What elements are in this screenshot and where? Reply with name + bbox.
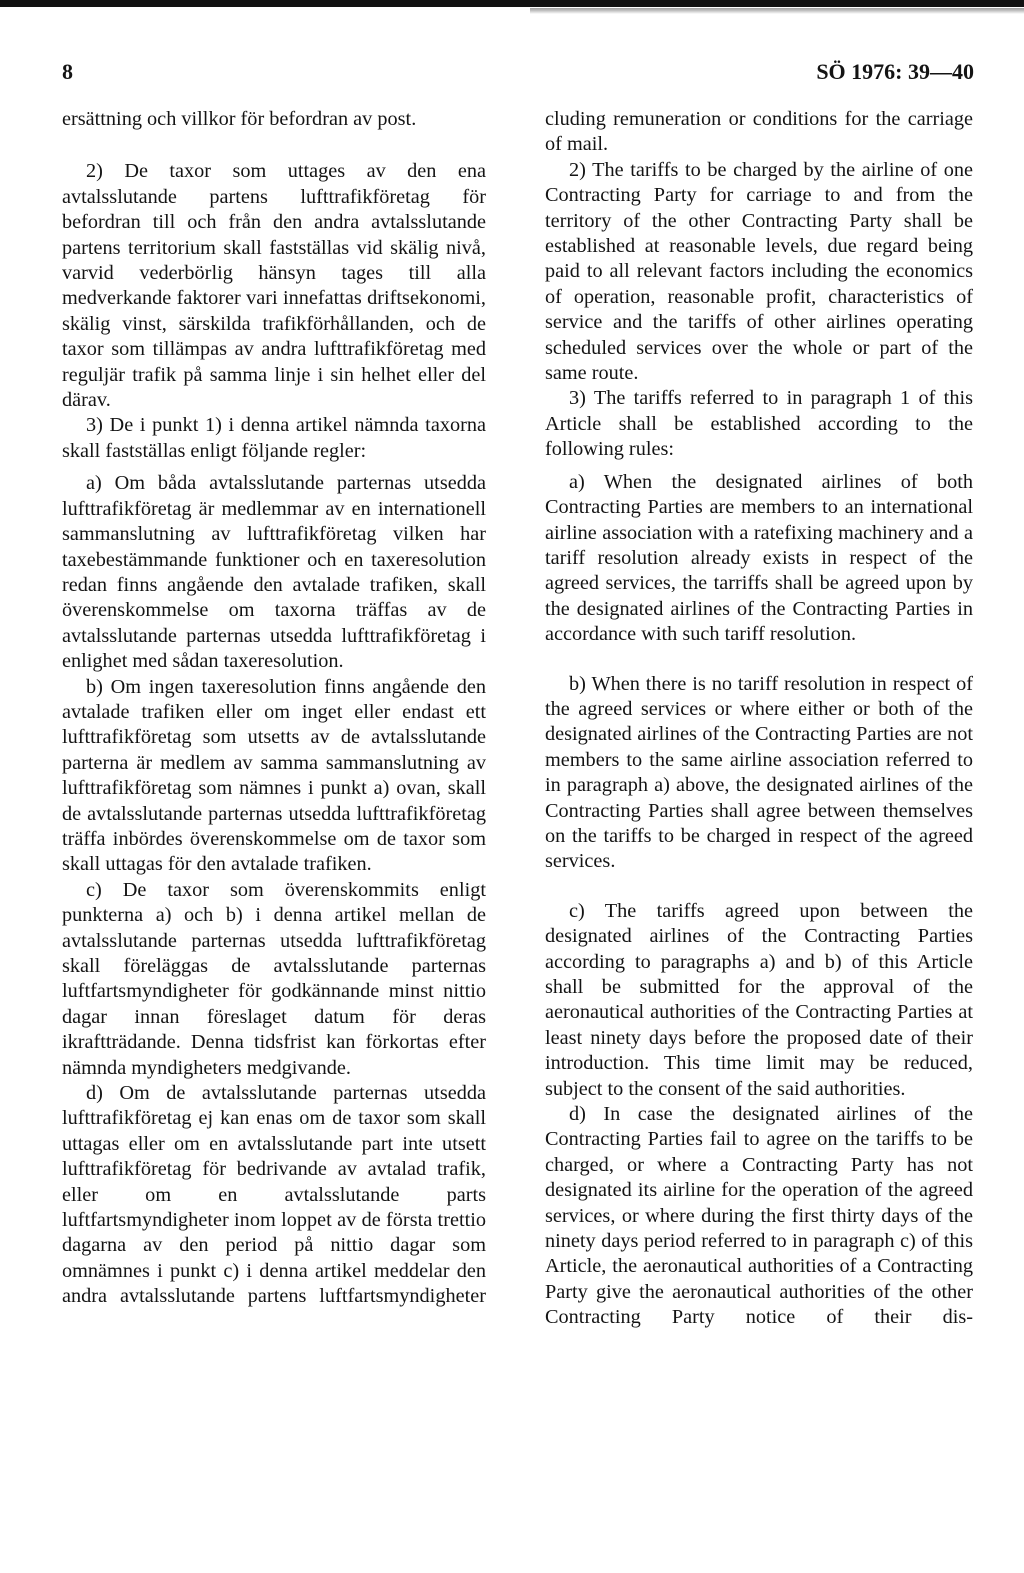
scan-artifact-strip <box>530 8 1024 14</box>
paragraph-intro-en: cluding remuneration or conditions for the carriage of mail. <box>545 108 973 156</box>
paragraph-3b-sv: b) Om ingen taxeresolution finns angående den avtalade trafiken eller om inget eller endast ett lufttrafikföretag som utsetts av de avtalsslutande parterna är medlem av samma sammanslutning av lufttrafikföretag som nämnes i punkt a) ovan, skall de avtalsslutande parternas utsedda lufttrafikföretag träffa inbördes överenskommelse om de taxor som skall uttagas för den avtalade trafiken. <box>62 675 486 876</box>
paragraph-3a-en: a) When the designated airlines of both Contracting Parties are members to an international airline association with a ratefixing machinery and a tariff resolution already exists in respect of the agreed services, the tarriffs shall be agreed upon by the designated airlines of the Contracting Parties in accordance with such tariff resolution. <box>545 470 973 646</box>
paragraph-2-sv: 2) De taxor som uttages av den ena avtalsslutande partens lufttrafikföretag för befordran till och från den andra avtalsslutande partens territorium skall fastställas vid skälig nivå, varvid vederbörlig hänsyn tages till alla medverkande faktorer vari innefattas driftsekonomi, skälig vinst, särskilda trafikförhållanden, och de taxor som tillämpas av andra lufttrafikföretag med reguljär trafik på samma linje i sin helhet eller del därav. <box>62 160 486 412</box>
paragraph-3-en: 3) The tariffs referred to in paragraph 1 of this Article shall be established according to the following rules: <box>545 387 973 461</box>
paragraph-3d-sv: d) Om de avtalsslutande parternas utsedda lufttrafikföretag ej kan enas om de taxor som skall uttagas eller om en avtalsslutande part inte utsett lufttrafikföretag för bedrivande av avtalad trafik, eller om en avtalsslutande parts luftfartsmyndigheter inom loppet av de första trettio dagarna av den period på nittio dagar som omnämnes i punkt c) i denna artikel meddelar den andra avtalsslutande partens luftfartsmyndigheter <box>62 1082 486 1308</box>
top-scan-border <box>0 0 1024 7</box>
paragraph-3b-en: b) When there is no tariff resolution in respect of the agreed services or where either or both of the designated airlines of the Contracting Parties are not members to the same airline association referred to in paragraph a) above, the designated airlines of the Contracting Parties shall agree between themselves on the tariffs to be charged in respect of the agreed services. <box>545 672 973 873</box>
paragraph-3-sv: 3) De i punkt 1) i denna artikel nämnda taxorna skall fastställas enligt följande regler: <box>62 414 486 462</box>
paragraph-3c-en: c) The tariffs agreed upon between the designated airlines of the Contracting Parties according to paragraphs a) and b) of this Article shall be submitted for the approval of the aeronautical authorities of the Contracting Parties at least ninety days before the proposed date of their introduction. This time limit may be reduced, subject to the consent of the said authorities. <box>545 899 973 1100</box>
paragraph-intro-sv: ersättning och villkor för befordran av post. <box>62 108 417 130</box>
paragraph-3c-sv: c) De taxor som överenskommits enligt punkterna a) och b) i denna artikel mellan de avtalsslutande parternas utsedda lufttrafikföretag skall föreläggas de avtalsslutande parternas luftfartsmyndigheter för godkännande minst nittio dagar innan föreslaget datum för deras ikraftträdande. Denna tidsfrist kan förkortas efter nämnda myndigheters medgivande. <box>62 878 486 1079</box>
running-head: SÖ 1976: 39—40 <box>816 59 974 84</box>
swedish-text-column <box>62 107 486 1310</box>
paragraph-3a-sv: a) Om båda avtalsslutande parternas utsedda lufttrafikföretag är medlemmar av en internationell sammanslutning av lufttrafikföretag vilken har taxebestämmande funktioner och en taxeresolution redan finns angående den avtalade trafiken, skall överenskommelse om taxorna träffas av de avtalsslutande parternas utsedda lufttrafikföretag i enlighet med sådan taxeresolution. <box>62 472 486 673</box>
paragraph-2-en: 2) The tariffs to be charged by the airline of one Contracting Party for carriage to and from the territory of the other Contracting Party shall be established at reasonable levels, due regard being paid to all relevant factors including the economics of operation, reasonable profit, characteristics of service and the tariffs of other airlines operating scheduled services over the whole or part of the same route. <box>545 158 973 385</box>
paragraph-3d-en: d) In case the designated airlines of the Contracting Parties fail to agree on the tariffs to be charged, or where a Contracting Party has not designated its airline for the operation of the agreed services, or where during the first thirty days of the ninety days period referred to in paragraph c) of this Article, the aeronautical authorities of a Contracting Party give the aeronautical authorities of the other Contracting Party notice of their dis- <box>545 1103 973 1329</box>
english-text-column <box>545 107 973 1331</box>
page-number: 8 <box>62 59 73 84</box>
